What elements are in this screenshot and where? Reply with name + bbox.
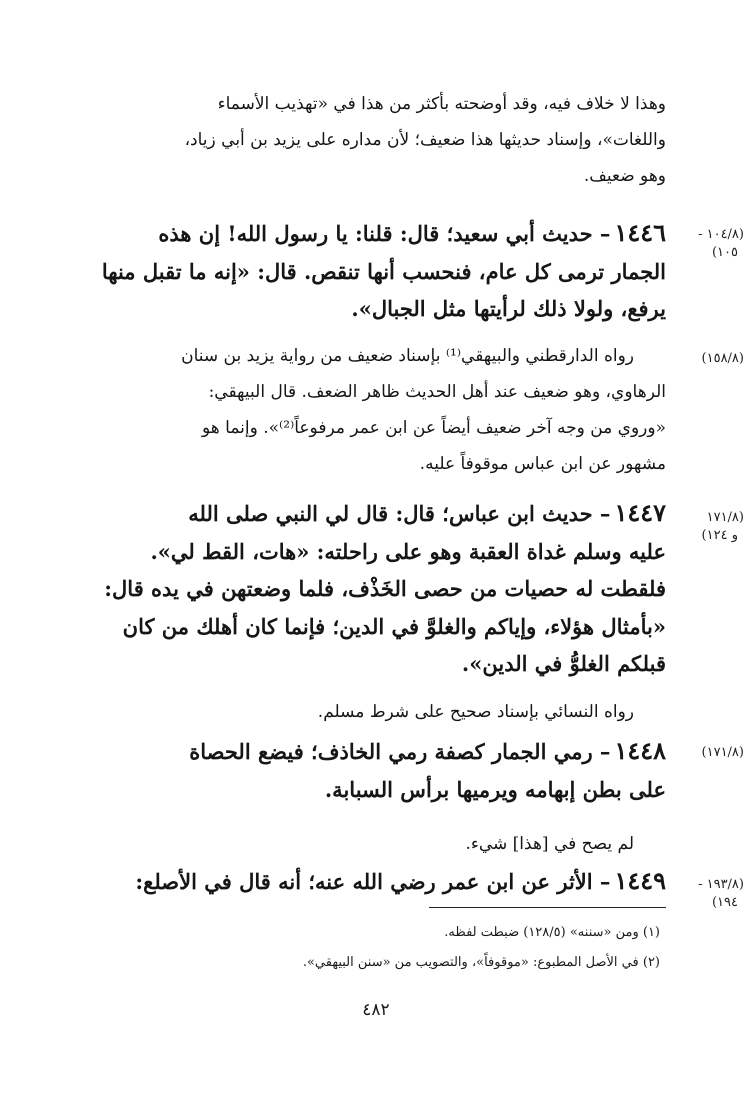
text-line: قبلكم الغلوُّ في الدين». (461, 651, 666, 676)
commentary-1446 (46, 338, 666, 482)
volume-page-reference: (١٩٣/٨ - ١٩٤) (698, 877, 744, 910)
hadith-number: ١٤٤٦ (614, 218, 666, 247)
text-line: عليه وسلم غداة العقبة وهو على راحلته: «هات، القط لي». (150, 538, 666, 564)
text-line: لم يصح في [هذا] شيء. (465, 834, 634, 854)
text-line: على بطن إبهامه ويرميها برأس السبابة. (324, 776, 666, 802)
text-line: واللغات»، وإسناد حديثها هذا ضعيف؛ لأن مداره على يزيد بن أبي زياد، (184, 130, 666, 150)
footnote-separator (429, 907, 666, 908)
text-line: يرفع، ولولا ذلك لرأيتها مثل الجبال». (351, 296, 666, 321)
intro-paragraph (46, 86, 666, 194)
hadith-first-line: ١٤٤٧– حديث ابن عباس؛ قال: قال لي النبي صلى الله (188, 498, 666, 527)
text-line: فلقطت له حصيات من حصى الخَذْف، فلما وضعتهن في يده قال: (104, 576, 666, 601)
hadith-first-line: ١٤٤٦– حديث أبي سعيد؛ قال: قلنا: يا رسول الله! إن هذه (158, 218, 666, 247)
text-line: الرهاوي، وهو ضعيف عند أهل الحديث ظاهر الضعف. قال البيهقي: (208, 382, 666, 402)
hadith-number: ١٤٤٨ (614, 736, 666, 765)
volume-page-reference: (١٥٨/٨) (701, 351, 744, 366)
text-line: وهو ضعيف. (583, 166, 666, 186)
text-line: «بأمثال هؤلاء، وإياكم والغلوَّ في الدين؛ فإنما كان أهلك من كان (122, 613, 666, 639)
text-line: رواه النسائي بإسناد صحيح على شرط مسلم. (317, 702, 634, 722)
volume-page-reference: (١٧١/٨ و ١٢٤) (701, 510, 744, 543)
volume-page-reference: (١٧١/٨) (701, 745, 744, 760)
hadith-1448 (46, 732, 666, 808)
hadith-number: ١٤٤٩ (614, 866, 666, 895)
page-number: ٤٨٢ (362, 1000, 390, 1020)
hadith-1446 (46, 214, 666, 328)
hadith-1447 (46, 494, 666, 683)
hadith-number: ١٤٤٧ (614, 498, 666, 527)
text-line: مشهور عن ابن عباس موقوفاً عليه. (419, 454, 666, 474)
hadith-first-line: ١٤٤٨– رمي الجمار كصفة رمي الخاذف؛ فيضع الحصاة (189, 736, 666, 765)
footnote: (٢) في الأصل المطبوع: «موقوفاً»، والتصويب من «سنن البيهقي». (302, 955, 660, 970)
hadith-first-line: ١٤٤٩– الأثر عن ابن عمر رضي الله عنه؛ أنه قال في الأصلع: (135, 866, 666, 895)
footnotes (60, 918, 660, 978)
text-line: وهذا لا خلاف فيه، وقد أوضحته بأكثر من هذا في «تهذيب الأسماء (217, 94, 666, 114)
text-line: «وروي من وجه آخر ضعيف أيضاً عن ابن عمر مرفوعاً⁽²⁾». وإنما هو (202, 418, 666, 438)
commentary-1447 (46, 694, 666, 730)
hadith-1449 (46, 862, 666, 901)
volume-page-reference: (١٠٤/٨ - ١٠٥) (698, 227, 744, 260)
footnote: (١) ومن «سننه» (١٢٨/٥) ضبطت لفظه. (444, 925, 660, 940)
text-line: الجمار ترمى كل عام، فنحسب أنها تنقص. قال: «إنه ما تقبل منها (101, 258, 666, 284)
commentary-1448 (46, 826, 666, 862)
text-line: رواه الدارقطني والبيهقي⁽¹⁾ بإسناد ضعيف من رواية يزيد بن سنان (181, 346, 634, 366)
